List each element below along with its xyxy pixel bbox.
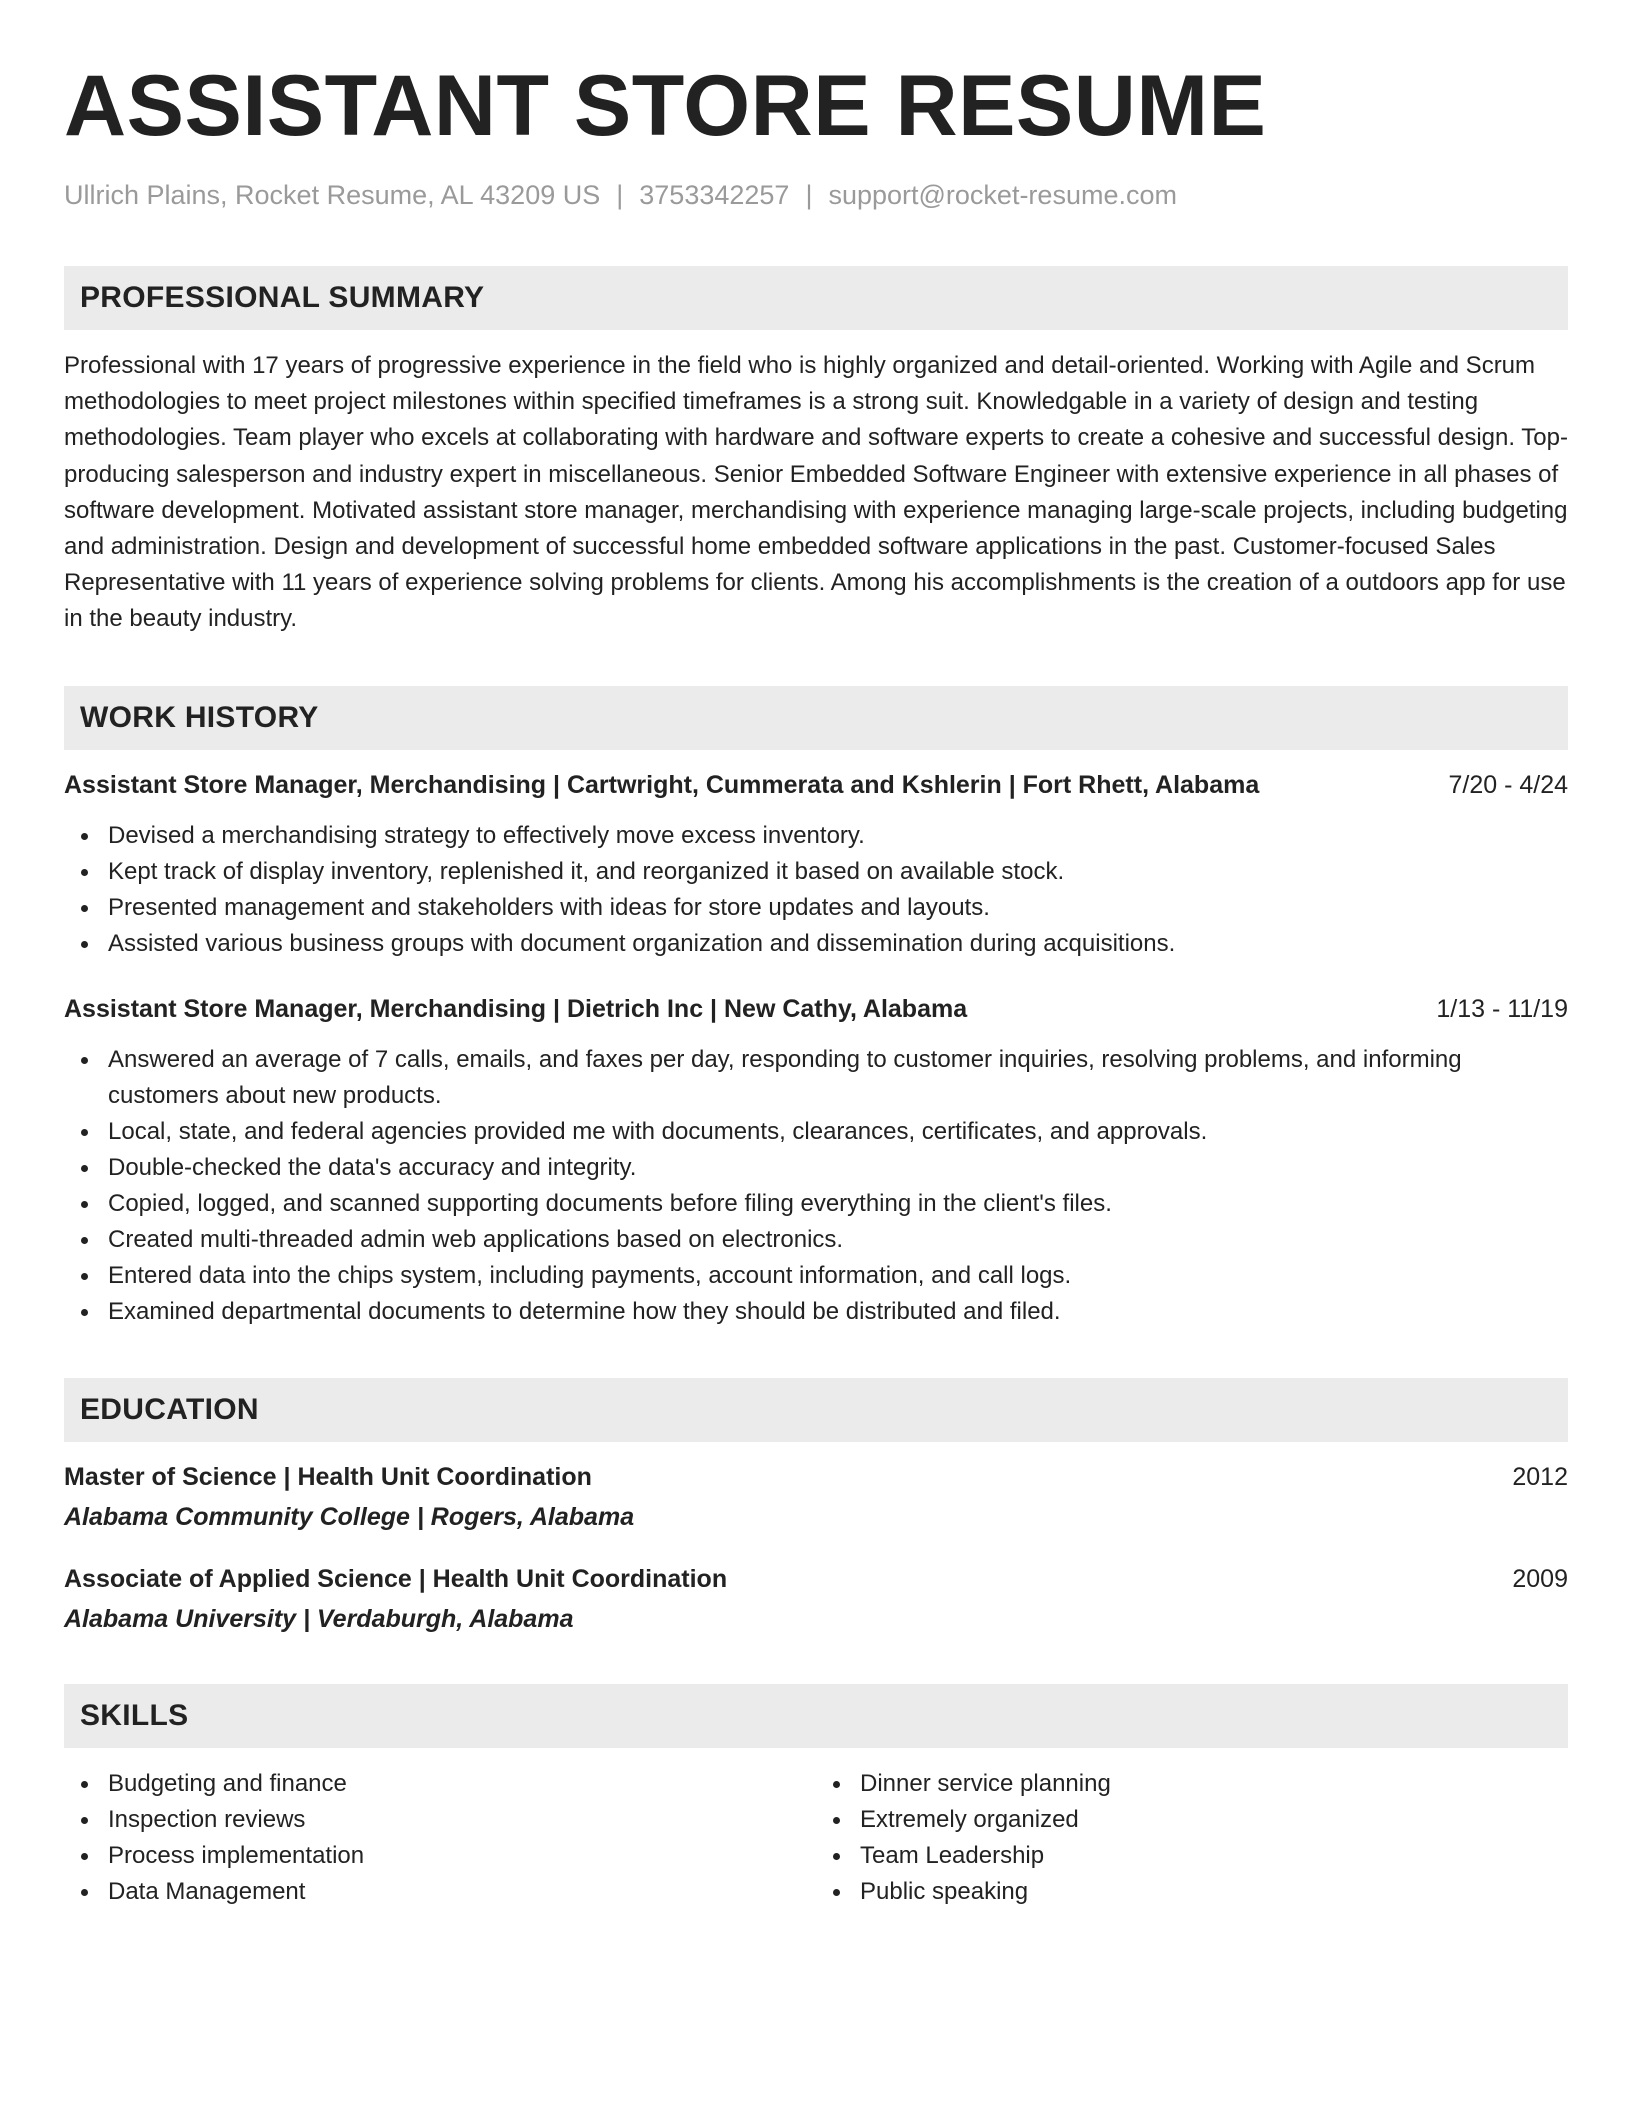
job-header [64, 768, 1568, 802]
section-header-work-history: WORK HISTORY [64, 686, 1568, 750]
job-bullet: Assisted various business groups with document organization and dissemination during acquisitions. [64, 926, 1568, 962]
job-bullet: Local, state, and federal agencies provided me with documents, clearances, certificates, and approvals. [64, 1114, 1568, 1150]
education-degree: Master of Science | Health Unit Coordination [64, 1462, 592, 1491]
summary-text: Professional with 17 years of progressive experience in the field who is highly organized and detail-oriented. Working with Agile and Scrum methodologies to meet project milestones within specified timeframes is a strong suit. Knowledgable in a variety of design and testing methodologies. Team player who excels at collaborating with hardware and software experts to create a cohesive and successful design. Top-producing salesperson and industry expert in miscellaneous. Senior Embedded Software Engineer with extensive experience in all phases of software development. Motivated assistant store manager, merchandising with experience managing large-scale projects, including budgeting and administration. Design and development of successful home embedded software applications in the past. Customer-focused Sales Representative with 11 years of experience solving problems for clients. Among his accomplishments is the creation of a outdoors app for use in the beauty industry. [64, 352, 1568, 633]
skill-item: Budgeting and finance [64, 1766, 816, 1802]
skills-column-right [816, 1766, 1568, 1910]
education-year: 2009 [1512, 1564, 1568, 1593]
contact-line [64, 178, 1568, 212]
job-bullet: Copied, logged, and scanned supporting documents before filing everything in the client's files. [64, 1186, 1568, 1222]
education-header [64, 1460, 1568, 1494]
job-bullet: Created multi-threaded admin web applications based on electronics. [64, 1222, 1568, 1258]
job-bullet: Examined departmental documents to determine how they should be distributed and filed. [64, 1294, 1568, 1330]
skill-item: Extremely organized [816, 1802, 1568, 1838]
job-dates: 7/20 - 4/24 [1448, 770, 1568, 799]
education-entry [64, 1562, 1568, 1636]
education-entry [64, 1460, 1568, 1534]
contact-separator: | [616, 180, 624, 210]
skills-list [64, 1766, 1568, 1910]
section-header-skills: SKILLS [64, 1684, 1568, 1748]
education-school: Alabama University | Verdaburgh, Alabama [64, 1604, 574, 1633]
skill-item: Team Leadership [816, 1838, 1568, 1874]
education-header [64, 1562, 1568, 1596]
resume-title: ASSISTANT STORE RESUME [64, 58, 1267, 154]
education-year: 2012 [1512, 1462, 1568, 1491]
job-entry [64, 992, 1568, 1330]
job-header [64, 992, 1568, 1026]
education-degree: Associate of Applied Science | Health Unit Coordination [64, 1564, 728, 1593]
section-header-summary: PROFESSIONAL SUMMARY [64, 266, 1568, 330]
job-bullet: Entered data into the chips system, including payments, account information, and call logs. [64, 1258, 1568, 1294]
skills-bullets [816, 1766, 1568, 1910]
contact-separator: | [805, 180, 813, 210]
skills-bullets [64, 1766, 816, 1910]
education-school: Alabama Community College | Rogers, Alabama [64, 1502, 635, 1531]
skill-item: Data Management [64, 1874, 816, 1910]
skill-item: Public speaking [816, 1874, 1568, 1910]
job-bullet: Kept track of display inventory, replenished it, and reorganized it based on available stock. [64, 854, 1568, 890]
contact-address: Ullrich Plains, Rocket Resume, AL 43209 US [64, 180, 601, 210]
job-dates: 1/13 - 11/19 [1436, 994, 1568, 1023]
contact-phone: 3753342257 [639, 180, 790, 210]
job-entry [64, 768, 1568, 962]
section-header-education: EDUCATION [64, 1378, 1568, 1442]
job-bullets [64, 818, 1568, 962]
skills-column-left [64, 1766, 816, 1910]
job-bullet: Devised a merchandising strategy to effectively move excess inventory. [64, 818, 1568, 854]
job-bullet: Answered an average of 7 calls, emails, and faxes per day, responding to customer inquiries, resolving problems, and informing customers about new products. [64, 1042, 1568, 1114]
contact-email: support@rocket-resume.com [828, 180, 1177, 210]
job-bullet: Presented management and stakeholders with ideas for store updates and layouts. [64, 890, 1568, 926]
job-bullets [64, 1042, 1568, 1330]
skill-item: Inspection reviews [64, 1802, 816, 1838]
job-bullet: Double-checked the data's accuracy and integrity. [64, 1150, 1568, 1186]
job-title: Assistant Store Manager, Merchandising | Dietrich Inc | New Cathy, Alabama [64, 994, 968, 1023]
skill-item: Process implementation [64, 1838, 816, 1874]
skill-item: Dinner service planning [816, 1766, 1568, 1802]
job-title: Assistant Store Manager, Merchandising | Cartwright, Cummerata and Kshlerin | Fort Rhett, Alabama [64, 770, 1260, 799]
